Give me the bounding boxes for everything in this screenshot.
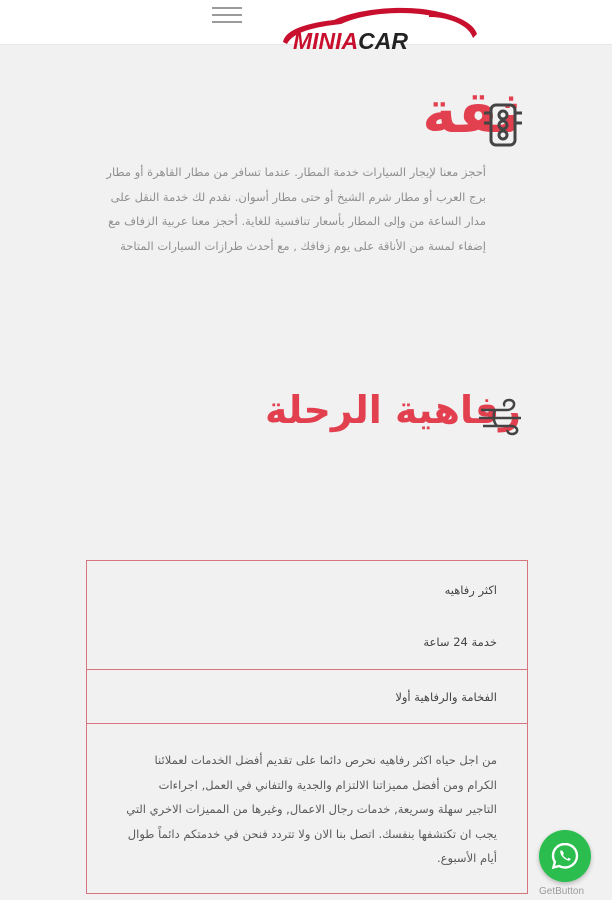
logo[interactable]	[279, 2, 481, 54]
feature-item-24h: خدمة 24 ساعة	[423, 635, 497, 649]
menu-icon[interactable]	[212, 7, 242, 27]
section-title-trust: ثقة	[422, 78, 521, 146]
section-paragraph: أحجز معنا لإيجار السيارات خدمة المطار. عندما تسافر من مطار القاهرة أو مطار برج العرب أو مطار شرم الشيخ أو حتى مطار أسوان. نقدم لك خدمة النقل على مدار الساعة من وإلى المطار بأسعار تنافسية للغاية. أحجز معنا عربية الزفاف مع إضفاء لمسة من الأناقة على يوم زفافك , مع أحدث طرازات السيارات المتاحة	[106, 165, 486, 253]
accordion-header[interactable]	[86, 669, 528, 724]
feature-box	[86, 560, 528, 670]
header	[0, 0, 612, 54]
feature-item-comfort: اكثر رفاهيه	[444, 583, 497, 597]
accordion-title: الفخامة والرفاهية أولا	[395, 690, 497, 704]
wind-icon	[477, 396, 527, 436]
traffic-light-icon	[481, 103, 525, 147]
section-title-comfort: رفاهية الرحلة	[264, 388, 521, 432]
accordion-paragraph: من اجل حياه اكثر رفاهيه نحرص دائما على تقديم أفضل الخدمات لعملائنا الكرام ومن أفضل مميزاتنا الالتزام والجدية والتفاني في العمل, اجراءات التاجير سهلة وسريعة, خدمات رجال الاعمال, وغيرها من المميزات الاخري التي يجب ان تكتشفها بنفسك. اتصل بنا الان ولا تتردد فنحن في خدمتكم دائماً طوال أيام الأسبوع.	[126, 753, 497, 865]
whatsapp-button[interactable]	[539, 830, 591, 882]
accordion-content	[86, 723, 528, 894]
logo-text: MINIACAR	[293, 28, 409, 54]
getbutton-label[interactable]: GetButton	[539, 886, 585, 897]
whatsapp-icon	[550, 841, 580, 871]
